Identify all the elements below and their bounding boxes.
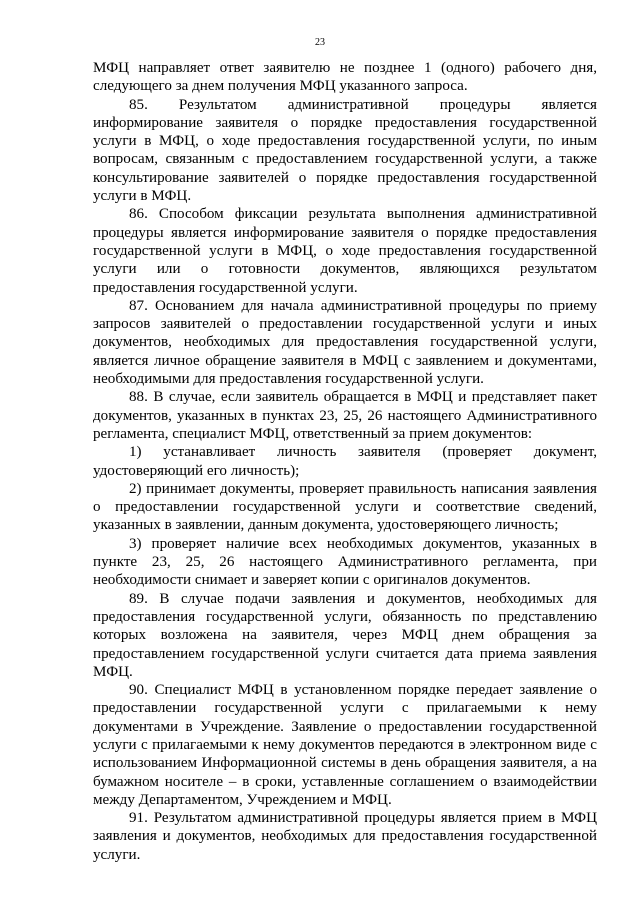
- list-item-88-3: 3) проверяет наличие всех необходимых документов, указанных в пункте 23, 25, 26 настоящего Административного регламента, при необходимости снимает и заверяет копии с оригиналов документов.: [93, 535, 597, 589]
- list-item-88-2: 2) принимает документы, проверяет правильность написания заявления о предоставлении государственной услуги и соответствие сведений, указанных в заявлении, данным документа, удостоверяющего личность;: [93, 480, 597, 534]
- paragraph-89: 89. В случае подачи заявления и документов, необходимых для предоставления государственной услуги, обязанность по представлению которых возложена на заявителя, через МФЦ днем обращения за предоставлением государственной услуги считается дата приема заявления МФЦ.: [93, 590, 597, 680]
- list-item-88-1: 1) устанавливает личность заявителя (проверяет документ, удостоверяющий его личность);: [93, 444, 597, 479]
- paragraph-85: 85. Результатом административной процедуры является информирование заявителя о порядке предоставления государственной услуги в МФЦ, о ходе предоставления государственной услуги, по иным вопросам, связанным с предоставлением государственной услуги, а также консультирование заявителей о порядке предоставления государственной услуги в МФЦ.: [93, 96, 597, 205]
- paragraph-91: 91. Результатом административной процедуры является прием в МФЦ заявления и документов, необходимых для предоставления государственной услуги.: [93, 810, 597, 863]
- paragraph-87: 87. Основанием для начала административной процедуры по приему запросов заявителей о предоставлении государственной услуги и иных документов, необходимых для предоставления государственной услуги, является личное обращение заявителя в МФЦ с заявлением и документами, необходимыми для предоставления государственной услуги.: [93, 297, 597, 388]
- paragraph-88: 88. В случае, если заявитель обращается в МФЦ и представляет пакет документов, указанных в пунктах 23, 25, 26 настоящего Административного регламента, специалист МФЦ, ответственный за прием документов:: [93, 389, 597, 442]
- paragraph-continuation: МФЦ направляет ответ заявителю не позднее 1 (одного) рабочего дня, следующего за днем получения МФЦ указанного запроса.: [93, 60, 597, 95]
- page-number: 23: [315, 37, 325, 48]
- document-body: [93, 59, 597, 864]
- paragraph-86: 86. Способом фиксации результата выполнения административной процедуры является информирование заявителя о порядке предоставления государственной услуги в МФЦ, о ходе предоставления государственной услуги или о готовности документов, являющихся результатом предоставления государственной услуги.: [93, 206, 597, 296]
- paragraph-90: 90. Специалист МФЦ в установленном порядке передает заявление о предоставлении государственной услуги с прилагаемыми к нему документами в Учреждение. Заявление о предоставлении государственной услуги с прилагаемыми к нему документов передаются в электронном виде с использованием Информационной системы в день обращения заявителя, а на бумажном носителе – в сроки, уставленные соглашением о взаимодействии между Департаментом, Учреждением и МФЦ.: [93, 682, 597, 808]
